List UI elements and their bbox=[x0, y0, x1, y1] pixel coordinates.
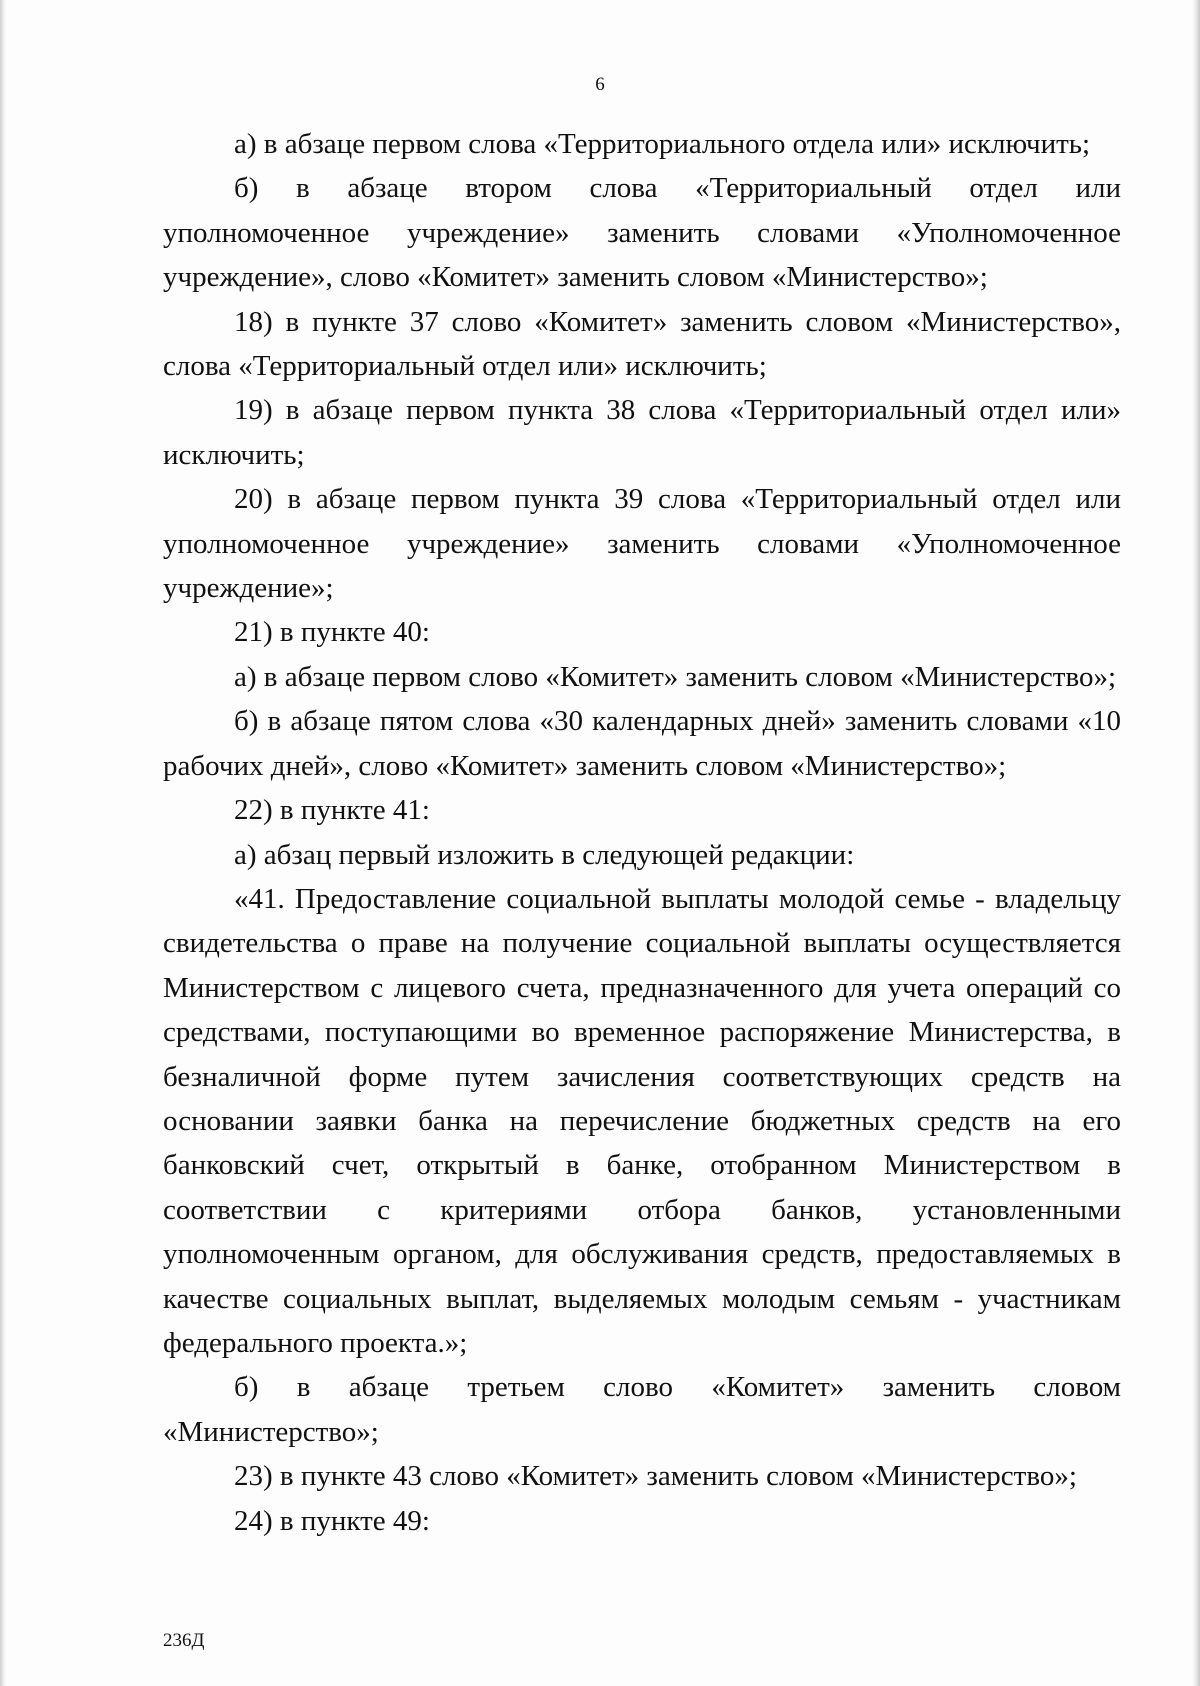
paragraph: а) в абзаце первом слово «Комитет» заменить словом «Министерство»; bbox=[234, 660, 1117, 693]
paragraph: 19) в абзаце первом пункта 38 слова «Территориальный отдел или» исключить; bbox=[163, 394, 1121, 471]
paragraph: 20) в абзаце первом пункта 39 слова «Территориальный отдел или уполномоченное учреждение» заменить словами «Уполномоченное учреждение»; bbox=[163, 483, 1121, 605]
paragraph: а) абзац первый изложить в следующей редакции: bbox=[234, 838, 855, 871]
paragraph: 23) в пункте 43 слово «Комитет» заменить словом «Министерство»; bbox=[234, 1460, 1077, 1493]
paragraph: б) в абзаце втором слова «Территориальный отдел или уполномоченное учреждение» заменить словами «Уполномоченное учреждение», слово «Комитет» заменить словом «Министерство»; bbox=[163, 172, 1121, 294]
paragraph: 24) в пункте 49: bbox=[234, 1504, 430, 1537]
paragraph: б) в абзаце пятом слова «30 календарных дней» заменить словами «10 рабочих дней», слово «Комитет» заменить словом «Министерство»; bbox=[163, 705, 1121, 782]
footer-document-code: 236Д bbox=[163, 1630, 205, 1651]
paragraph: б) в абзаце третьем слово «Комитет» заменить словом «Министерство»; bbox=[163, 1371, 1121, 1448]
paragraph: а) в абзаце первом слова «Территориального отдела или» исключить; bbox=[234, 128, 1091, 160]
document-body bbox=[163, 122, 1121, 1543]
paragraph: 22) в пункте 41: bbox=[234, 794, 430, 827]
paragraph: 18) в пункте 37 слово «Комитет» заменить словом «Министерство», слова «Территориальный отдел или» исключить; bbox=[163, 305, 1121, 383]
page-number: 6 bbox=[595, 74, 605, 95]
paragraph: 21) в пункте 40: bbox=[234, 616, 430, 649]
scan-edge-right bbox=[1192, 0, 1200, 1686]
scan-edge-left bbox=[0, 0, 6, 1686]
paragraph: «41. Предоставление социальной выплаты молодой семье - владельцу свидетельства о праве на получение социальной выплаты осуществляется Министерством с лицевого счета, предназначенного для учета операций со средствами, поступающими во временное распоряжение Министерства, в безналичной форме путем зачисления соответствующих средств на основании заявки банка на перечисление бюджетных средств на его банковский счет, открытый в банке, отобранном Министерством в соответствии с критериями отбора банков, установленными уполномоченным органом, для обслуживания средств, предоставляемых в качестве социальных выплат, выделяемых молодым семьям - участникам федерального проекта.»; bbox=[163, 882, 1121, 1359]
